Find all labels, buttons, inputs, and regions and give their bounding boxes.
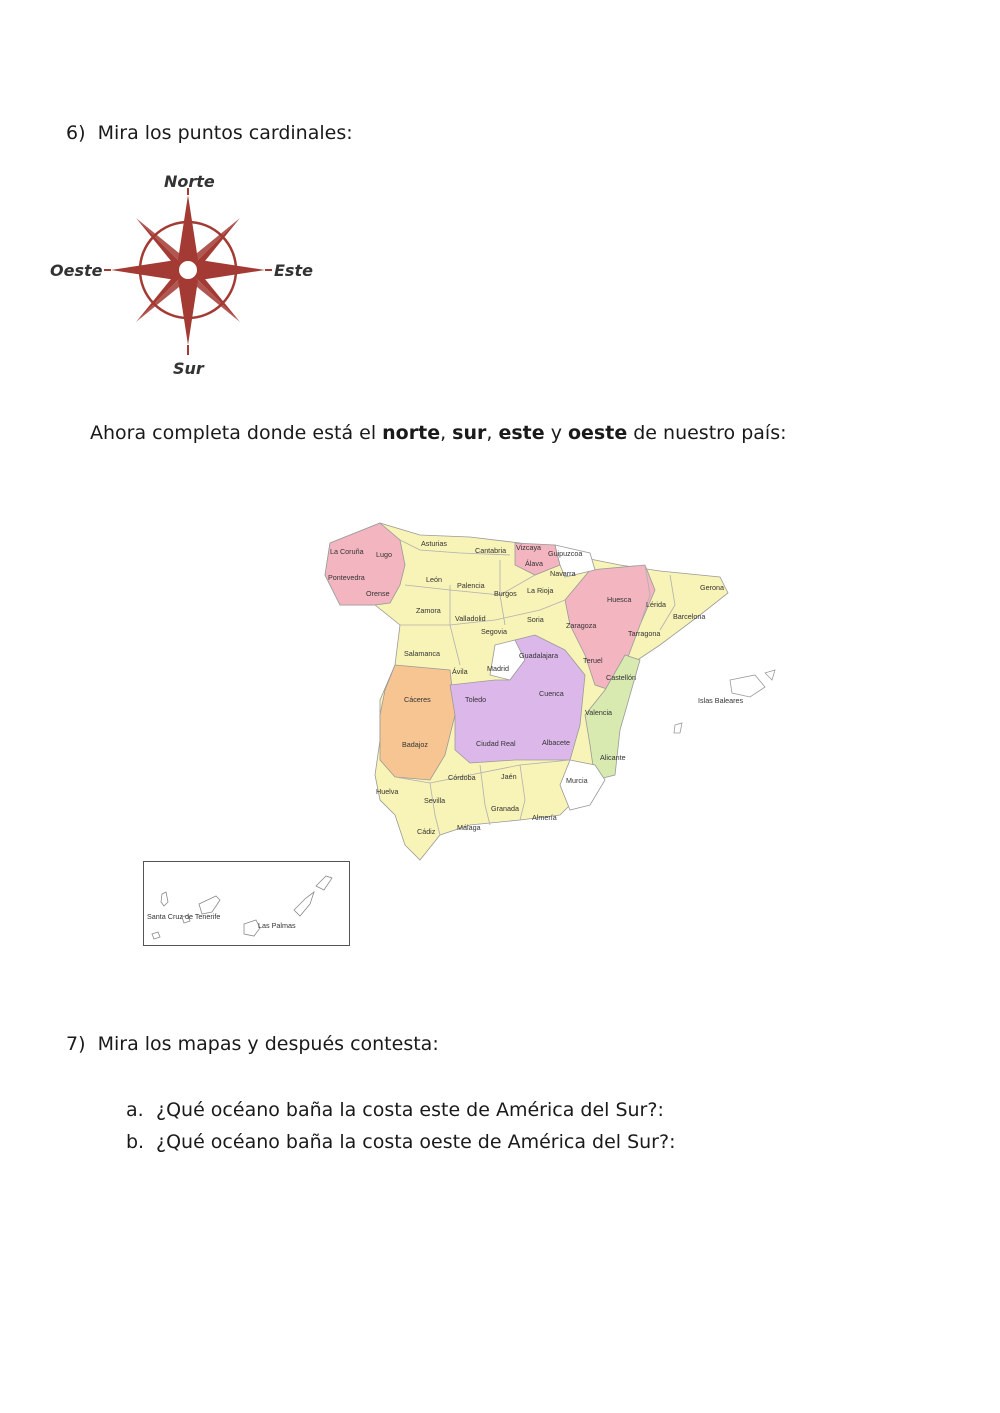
label-almeria: Almería	[532, 813, 557, 822]
label-asturias: Asturias	[421, 539, 447, 548]
label-palencia: Palencia	[457, 581, 485, 590]
question-7a-text: ¿Qué océano baña la costa este de América del Sur?:	[156, 1099, 664, 1121]
compass-west-label: Oeste	[50, 261, 103, 280]
label-orense: Orense	[366, 589, 390, 598]
label-valencia: Valencia	[585, 708, 613, 717]
island-menorca	[765, 670, 775, 680]
label-gerona: Gerona	[700, 583, 724, 592]
label-madrid: Madrid	[487, 664, 509, 673]
compass-north-label: Norte	[164, 172, 215, 191]
label-cantabria: Cantabria	[475, 546, 507, 555]
compass-rose-figure	[40, 160, 340, 390]
label-zamora: Zamora	[416, 606, 441, 615]
question-7-number: 7)	[66, 1033, 86, 1055]
instruction-text	[90, 424, 787, 443]
question-7b-letter: b.	[126, 1131, 145, 1153]
label-la-rioja: La Rioja	[527, 586, 554, 595]
instruction-part-1: Ahora completa donde está el	[90, 422, 383, 444]
spain-provinces-map	[320, 515, 790, 875]
question-7b	[126, 1133, 675, 1152]
label-malaga: Málaga	[457, 823, 481, 832]
instruction-sep-3: y	[544, 422, 568, 444]
label-segovia: Segovia	[481, 627, 507, 636]
island-ibiza	[674, 723, 682, 733]
label-granada: Granada	[491, 804, 519, 813]
label-pontevedra: Pontevedra	[328, 573, 365, 582]
instruction-part-2: de nuestro país:	[627, 422, 787, 444]
instruction-sur: sur	[452, 422, 487, 444]
label-jaen: Jaén	[501, 772, 517, 781]
label-teruel: Teruel	[583, 656, 603, 665]
label-alicante: Alicante	[600, 753, 626, 762]
question-7-text: Mira los mapas y después contesta:	[97, 1033, 439, 1055]
label-caceres: Cáceres	[404, 695, 431, 704]
label-albacete: Albacete	[542, 738, 570, 747]
label-barcelona: Barcelona	[673, 612, 706, 621]
label-salamanca: Salamanca	[404, 649, 440, 658]
label-lugo: Lugo	[376, 550, 392, 559]
instruction-oeste: oeste	[567, 422, 628, 444]
instruction-sep-1: ,	[440, 422, 453, 444]
label-soria: Soria	[527, 615, 544, 624]
label-lerida: Lérida	[646, 600, 666, 609]
instruction-este: este	[498, 422, 545, 444]
question-6-number: 6)	[66, 122, 86, 144]
island-mallorca	[730, 675, 765, 697]
label-valladolid: Valladolid	[455, 614, 486, 623]
label-alava: Álava	[525, 559, 543, 568]
label-ciudad-real: Ciudad Real	[476, 739, 516, 748]
label-tarragona: Tarragona	[628, 629, 661, 638]
question-7b-text: ¿Qué océano baña la costa oeste de América del Sur?:	[156, 1131, 676, 1153]
label-santa-cruz-de-tenerife: Santa Cruz de Tenerife	[147, 912, 221, 921]
compass-south-label: Sur	[173, 359, 204, 378]
label-navarra: Navarra	[550, 569, 576, 578]
label-las-palmas: Las Palmas	[258, 921, 296, 930]
label-badajoz: Badajoz	[402, 740, 428, 749]
compass-rose-icon	[104, 188, 272, 355]
label-toledo: Toledo	[465, 695, 487, 704]
label-la-coruna: La Coruña	[330, 547, 364, 556]
label-huesca: Huesca	[607, 595, 632, 604]
question-7a-letter: a.	[126, 1099, 144, 1121]
instruction-norte: norte	[382, 422, 441, 444]
island-hierro	[152, 932, 160, 939]
compass-east-label: Este	[274, 261, 313, 280]
label-murcia: Murcia	[566, 776, 588, 785]
label-vizcaya: Vizcaya	[516, 543, 542, 552]
label-avila: Ávila	[452, 667, 468, 676]
label-cuenca: Cuenca	[539, 689, 564, 698]
label-zaragoza: Zaragoza	[566, 621, 597, 630]
label-castellon: Castellón	[606, 673, 636, 682]
question-7	[66, 1035, 439, 1054]
instruction-sep-2: ,	[486, 422, 499, 444]
label-guipuzcoa: Guipuzcoa	[548, 549, 583, 558]
label-leon: León	[426, 575, 442, 584]
label-cordoba: Córdoba	[448, 773, 476, 782]
label-islas-baleares: Islas Baleares	[698, 696, 744, 705]
label-guadalajara: Guadalajara	[519, 651, 559, 660]
canary-islands-inset	[143, 861, 350, 946]
question-6-text: Mira los puntos cardinales:	[97, 122, 353, 144]
label-burgos: Burgos	[494, 589, 517, 598]
island-lanzarote	[316, 876, 332, 890]
question-7a	[126, 1101, 664, 1120]
island-fuerteventura	[294, 892, 314, 916]
question-6	[66, 124, 353, 143]
label-cadiz: Cádiz	[417, 827, 436, 836]
island-la-palma	[161, 892, 168, 906]
region-galicia	[325, 523, 405, 605]
label-sevilla: Sevilla	[424, 796, 446, 805]
label-huelva: Huelva	[376, 787, 399, 796]
